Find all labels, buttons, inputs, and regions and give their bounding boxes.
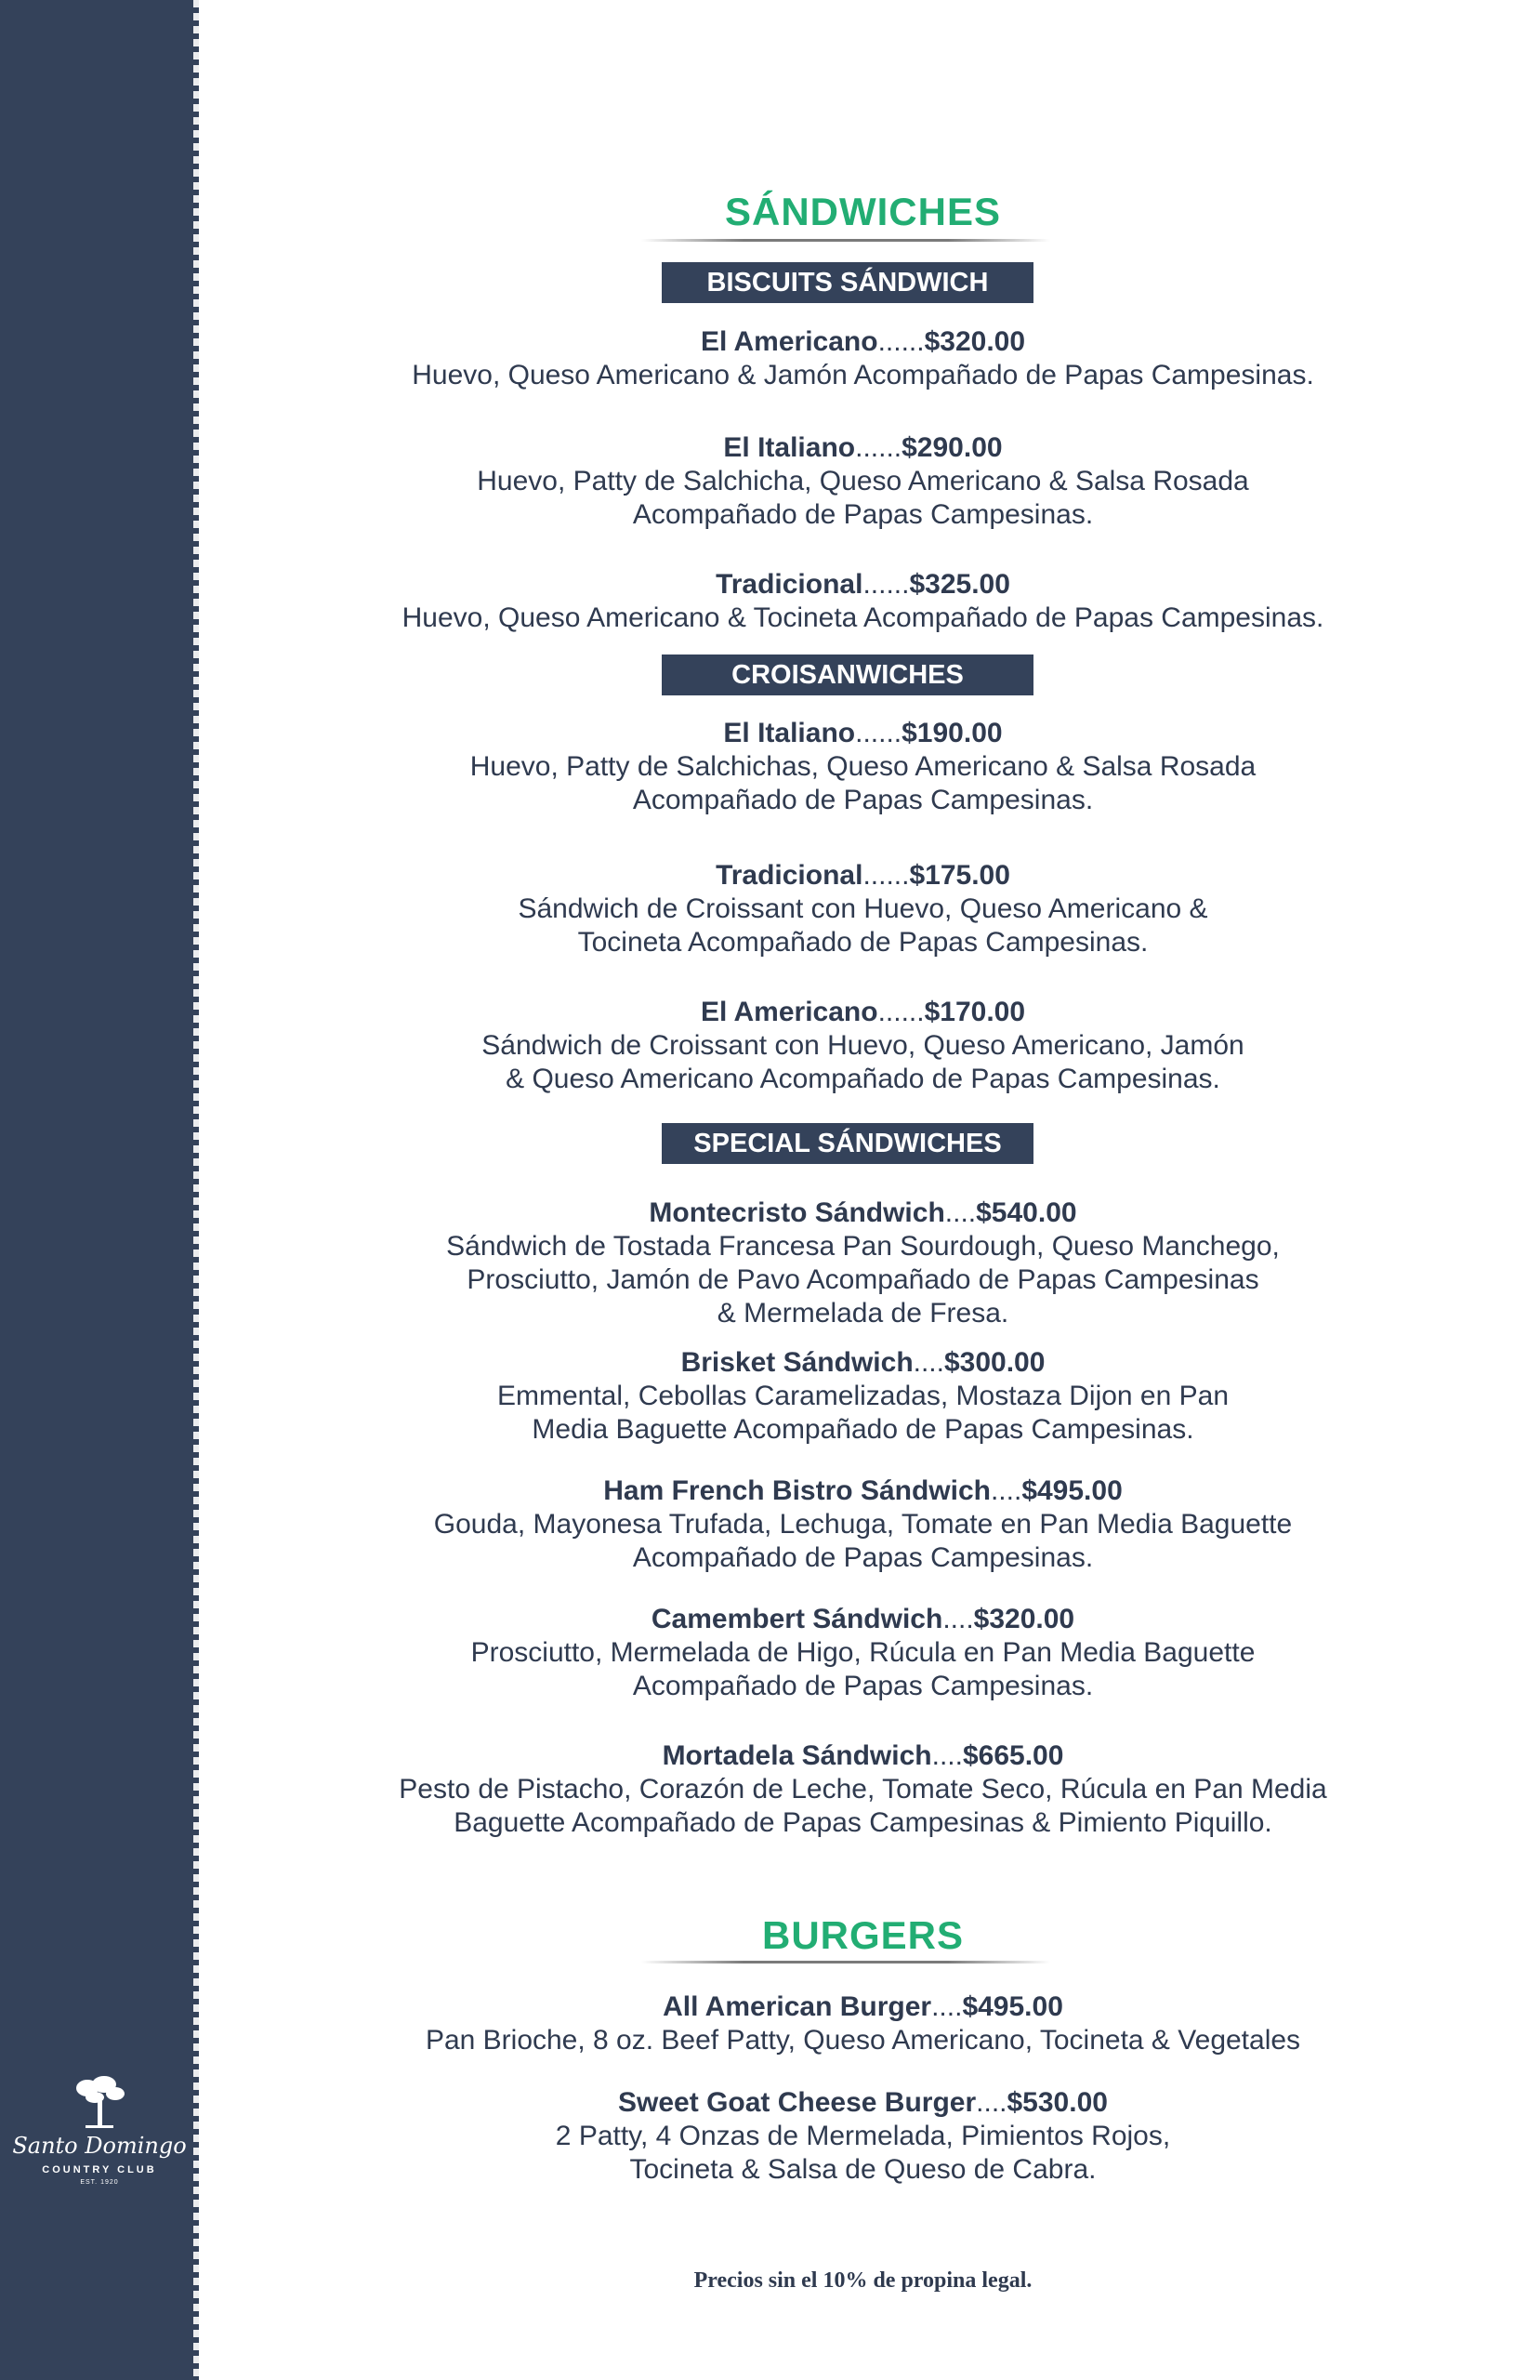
item-price: $170.00 — [924, 997, 1026, 1027]
menu-item — [204, 1739, 1521, 1840]
item-description: Huevo, Patty de Salchichas, Queso Americano & Salsa Rosada Acompañado de Papas Campesinas. — [469, 751, 1257, 815]
item-description: Sándwich de Croissant con Huevo, Queso Americano & Tocineta Acompañado de Papas Campesinas. — [518, 893, 1208, 958]
subsection-header-croisanwiches: CROISANWICHES — [662, 654, 1033, 695]
title-underline — [641, 1961, 1050, 1964]
item-dots: .... — [976, 2087, 1007, 2118]
item-description: Prosciutto, Mermelada de Higo, Rúcula en Pan Media Baguette Acompañado de Papas Campesinas. — [470, 1637, 1256, 1701]
item-name: El Americano — [700, 326, 878, 357]
logo-script-text: Santo Domingo — [12, 2133, 187, 2159]
item-price: $300.00 — [943, 1347, 1046, 1378]
item-dots: ...... — [862, 569, 910, 600]
item-dots: ...... — [855, 432, 902, 463]
item-description: Pan Brioche, 8 oz. Beef Patty, Queso Americano, Tocineta & Vegetales — [425, 2025, 1301, 2056]
menu-item — [204, 1346, 1521, 1447]
menu-item — [204, 859, 1521, 959]
menu-item — [204, 1474, 1521, 1575]
item-price: $175.00 — [909, 860, 1010, 891]
item-name: Mortadela Sándwich — [662, 1740, 932, 1771]
item-price: $530.00 — [1007, 2087, 1108, 2118]
item-name: Tradicional — [716, 569, 863, 600]
item-description: Sándwich de Croissant con Huevo, Queso Americano, Jamón & Queso Americano Acompañado de Papas Campesinas. — [481, 1030, 1244, 1094]
footer-note: Precios sin el 10% de propina legal. — [693, 2268, 1033, 2293]
section-title-burgers: BURGERS — [761, 1913, 965, 1957]
item-dots: .... — [931, 1991, 963, 2022]
item-name: Brisket Sándwich — [680, 1347, 914, 1378]
item-price: $290.00 — [902, 432, 1003, 463]
sidebar-panel — [0, 0, 199, 2380]
item-name: El Italiano — [723, 718, 856, 748]
logo-est-text: EST. 1920 — [80, 2179, 119, 2186]
menu-item — [204, 568, 1521, 635]
sidebar-dotted-edge — [193, 0, 199, 2380]
item-name: Tradicional — [716, 860, 863, 891]
item-description: 2 Patty, 4 Onzas de Mermelada, Pimientos Rojos, Tocineta & Salsa de Queso de Cabra. — [555, 2121, 1171, 2185]
item-description: Emmental, Cebollas Caramelizadas, Mostaza Dijon en Pan Media Baguette Acompañado de Papas Campesinas. — [496, 1381, 1230, 1445]
item-description: Gouda, Mayonesa Trufada, Lechuga, Tomate en Pan Media Baguette Acompañado de Papas Campesinas. — [433, 1509, 1293, 1573]
title-underline — [641, 239, 1050, 242]
item-dots: ...... — [855, 718, 902, 748]
item-description: Pesto de Pistacho, Corazón de Leche, Tomate Seco, Rúcula en Pan Media Baguette Acompañado de Papas Campesinas & Pimiento Piquillo. — [399, 1774, 1327, 1838]
tree-logo-icon — [67, 2075, 132, 2131]
club-logo — [0, 2075, 199, 2186]
item-name: Sweet Goat Cheese Burger — [618, 2087, 977, 2118]
item-price: $495.00 — [962, 1991, 1063, 2022]
menu-item — [204, 1197, 1521, 1330]
item-dots: ...... — [877, 326, 925, 357]
menu-item — [204, 2086, 1521, 2187]
item-name: Ham French Bistro Sándwich — [603, 1475, 991, 1506]
logo-club-text: COUNTRY CLUB — [42, 2164, 157, 2175]
item-name: All American Burger — [663, 1991, 932, 2022]
section-title-sandwiches: SÁNDWICHES — [724, 190, 1001, 233]
item-price: $665.00 — [962, 1740, 1064, 1771]
menu-item — [204, 996, 1521, 1096]
item-price: $495.00 — [1021, 1475, 1123, 1506]
item-price: $325.00 — [909, 569, 1010, 600]
item-dots: .... — [990, 1475, 1022, 1506]
menu-item — [204, 1603, 1521, 1703]
menu-item — [204, 431, 1521, 532]
item-name: El Americano — [700, 997, 878, 1027]
item-dots: .... — [944, 1197, 977, 1228]
item-price: $320.00 — [924, 326, 1026, 357]
item-name: Camembert Sándwich — [651, 1604, 943, 1634]
item-dots: .... — [913, 1347, 944, 1378]
menu-item — [204, 717, 1521, 817]
item-name: Montecristo Sándwich — [649, 1197, 945, 1228]
item-dots: ...... — [862, 860, 910, 891]
item-description: Huevo, Patty de Salchicha, Queso Americano & Salsa Rosada Acompañado de Papas Campesinas. — [477, 466, 1249, 530]
subsection-header-biscuits: BISCUITS SÁNDWICH — [662, 262, 1033, 303]
item-dots: ...... — [877, 997, 925, 1027]
item-description: Huevo, Queso Americano & Jamón Acompañado de Papas Campesinas. — [412, 360, 1314, 390]
menu-item — [204, 1990, 1521, 2057]
menu-item — [204, 325, 1521, 392]
item-description: Huevo, Queso Americano & Tocineta Acompañado de Papas Campesinas. — [401, 602, 1324, 633]
item-dots: .... — [931, 1740, 963, 1771]
item-name: El Italiano — [723, 432, 856, 463]
item-price: $190.00 — [902, 718, 1003, 748]
subsection-header-special: SPECIAL SÁNDWICHES — [662, 1123, 1033, 1164]
item-description: Sándwich de Tostada Francesa Pan Sourdough, Queso Manchego, Prosciutto, Jamón de Pavo Acompañado de Papas Campesinas & Mermelada de Fresa. — [446, 1231, 1280, 1329]
item-price: $320.00 — [973, 1604, 1075, 1634]
item-price: $540.00 — [976, 1197, 1077, 1228]
item-dots: .... — [942, 1604, 974, 1634]
